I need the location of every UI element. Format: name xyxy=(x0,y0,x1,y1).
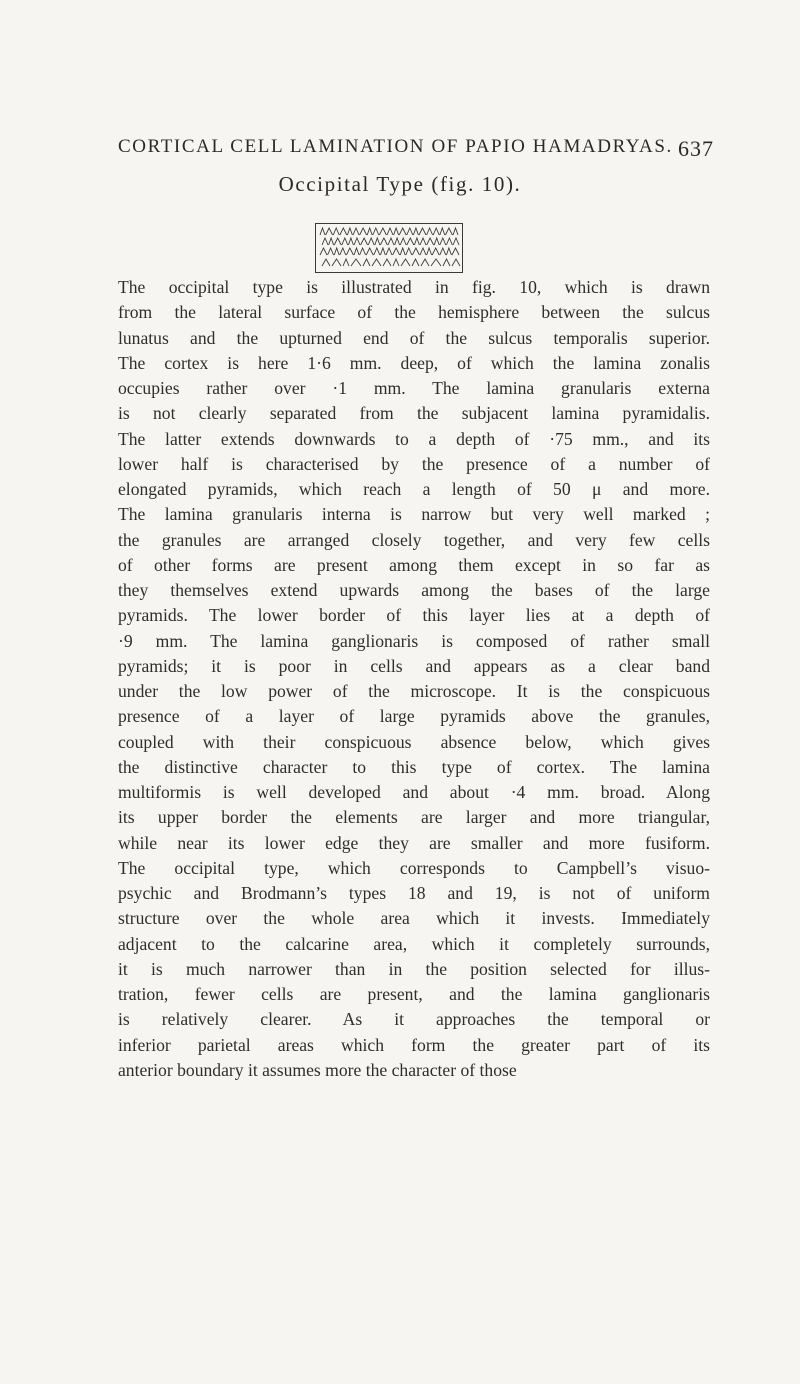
cell-glyph xyxy=(340,228,347,235)
text-line: psychic and Brodmann’s types 18 and 19, is not of uniform xyxy=(118,883,710,903)
cell-glyph xyxy=(406,248,412,255)
text-line: the distinctive character to this type of cortex. The lamina xyxy=(118,756,710,777)
cell-glyph xyxy=(432,248,439,255)
cell-glyph xyxy=(360,228,367,235)
text-line: multiformis is well developed and about ·4 mm. broad. Along xyxy=(118,782,710,802)
cell-glyph xyxy=(351,259,361,266)
text-line: the granules are arranged closely together, and very few cells xyxy=(118,529,710,550)
cell-glyph xyxy=(414,238,419,245)
cell-glyph xyxy=(440,228,445,235)
cell-glyph xyxy=(401,259,410,266)
text-line: lower half is characterised by the presence of a number of xyxy=(118,453,710,474)
cell-glyph xyxy=(320,228,325,235)
cell-glyph xyxy=(427,238,434,245)
cell-glyph xyxy=(387,228,393,235)
cell-glyph xyxy=(375,238,380,245)
cell-glyph xyxy=(453,238,459,245)
cell-glyph xyxy=(347,228,352,235)
cell-glyph xyxy=(443,259,450,266)
cell-glyph xyxy=(346,248,353,255)
cell-glyph xyxy=(413,228,418,235)
cell-glyph xyxy=(353,228,359,235)
text-line: under the low power of the microscope. It is the conspicuous xyxy=(118,681,710,701)
text-line: is not clearly separated from the subjacent lamina pyramidalis. xyxy=(118,403,710,424)
text-line: presence of a layer of large pyramids above the granules, xyxy=(118,706,710,727)
cell-glyph xyxy=(348,238,353,245)
cell-glyph xyxy=(446,238,452,245)
text-line: it is much narrower than in the position selected for illus- xyxy=(118,958,710,979)
cell-glyph xyxy=(383,259,391,266)
lamination-diagram-drawing xyxy=(316,224,463,273)
text-line: anterior boundary it assumes more the character of those xyxy=(118,1059,517,1080)
cell-glyph xyxy=(446,248,451,255)
section-heading: Occipital Type (fig. 10). xyxy=(278,172,522,196)
cell-glyph xyxy=(420,238,426,245)
cell-glyph xyxy=(440,238,446,245)
cell-glyph xyxy=(412,248,419,255)
cell-glyph xyxy=(427,228,433,235)
cell-glyph xyxy=(379,228,386,235)
text-line: The lamina granularis interna is narrow but very well marked ; xyxy=(118,504,710,525)
cell-glyph xyxy=(354,238,360,245)
text-line: from the lateral surface of the hemisphere between the sulcus xyxy=(118,302,710,323)
cell-glyph xyxy=(452,259,460,266)
cell-glyph xyxy=(400,238,406,245)
text-line: The occipital type, which corresponds to Campbell’s visuo- xyxy=(118,857,710,878)
cell-glyph xyxy=(322,259,330,266)
cell-glyph xyxy=(427,248,432,255)
text-line: pyramids; it is poor in cells and appears as a clear band xyxy=(118,655,710,676)
cell-glyph xyxy=(343,259,349,266)
cell-glyph xyxy=(329,238,334,245)
cell-glyph xyxy=(431,259,441,266)
cell-glyph xyxy=(326,228,333,235)
text-line: occupies rather over ·1 mm. The lamina granularis externa xyxy=(118,378,710,398)
cell-glyph xyxy=(354,248,359,255)
cell-glyph xyxy=(419,228,426,235)
cell-glyph xyxy=(373,228,379,235)
text-line: they themselves extend upwards among the bases of the large xyxy=(118,580,710,600)
lamination-diagram xyxy=(315,223,463,273)
text-line: while near its lower edge they are smaller and more fusiform. xyxy=(118,832,710,853)
cell-glyph xyxy=(445,228,452,235)
cell-glyph xyxy=(420,248,426,255)
cell-glyph xyxy=(380,248,385,255)
body-paragraph xyxy=(118,275,710,1083)
text-line: elongated pyramids, which reach a length of 50 μ and more. xyxy=(118,479,710,499)
cell-glyph xyxy=(393,259,399,266)
text-line: is relatively clearer. As it approaches the temporal or xyxy=(118,1009,710,1030)
text-line: The latter extends downwards to a depth of ·75 mm., and its xyxy=(118,428,710,449)
cell-glyph xyxy=(440,248,446,255)
cell-glyph xyxy=(453,228,458,235)
cell-glyph xyxy=(399,228,406,235)
cell-glyph xyxy=(334,238,341,245)
text-line: tration, fewer cells are present, and the lamina ganglionaris xyxy=(118,984,710,1004)
cell-glyph xyxy=(372,259,381,266)
text-line: pyramids. The lower border of this layer lies at a depth of xyxy=(118,605,710,626)
cell-glyph xyxy=(388,238,394,245)
cell-glyph xyxy=(386,248,392,255)
text-line: its upper border the elements are larger and more triangular, xyxy=(118,807,710,828)
cell-glyph xyxy=(433,228,439,235)
running-head xyxy=(118,136,714,166)
cell-glyph xyxy=(395,238,400,245)
cell-glyph xyxy=(340,248,346,255)
cell-glyph xyxy=(320,248,327,255)
cell-glyph xyxy=(412,259,419,266)
text-line: inferior parietal areas which form the greater part of its xyxy=(118,1034,710,1055)
text-line: ·9 mm. The lamina ganglionaris is composed of rather small xyxy=(118,630,710,651)
cell-glyph xyxy=(421,259,429,266)
cell-glyph xyxy=(374,248,380,255)
running-title: CORTICAL CELL LAMINATION OF PAPIO HAMADRYAS. xyxy=(118,136,673,157)
cell-glyph xyxy=(407,228,413,235)
cell-glyph xyxy=(380,238,387,245)
text-line: coupled with their conspicuous absence below, which gives xyxy=(118,731,710,752)
text-line: structure over the whole area which it invests. Immediately xyxy=(118,908,710,929)
cell-glyph xyxy=(407,238,414,245)
cell-glyph xyxy=(434,238,439,245)
cell-glyph xyxy=(360,248,366,255)
cell-glyph xyxy=(366,248,373,255)
cell-glyph xyxy=(333,228,339,235)
cell-glyph xyxy=(400,248,405,255)
text-line: adjacent to the calcarine area, which it completely surrounds, xyxy=(118,933,710,954)
cell-glyph xyxy=(361,238,368,245)
cell-glyph xyxy=(367,228,372,235)
text-line: The cortex is here 1·6 mm. deep, of which the lamina zonalis xyxy=(118,352,710,373)
cell-glyph xyxy=(363,259,370,266)
cell-glyph xyxy=(328,248,334,255)
cell-glyph xyxy=(452,248,459,255)
cell-glyph xyxy=(368,238,374,245)
cell-glyph xyxy=(332,259,341,266)
cell-glyph xyxy=(393,248,400,255)
text-line: lunatus and the upturned end of the sulcus temporalis superior. xyxy=(118,327,710,348)
cell-glyph xyxy=(394,228,399,235)
text-line: of other forms are present among them except in so far as xyxy=(118,554,710,575)
cell-glyph xyxy=(322,238,328,245)
text-line: The occipital type is illustrated in fig. 10, which is drawn xyxy=(118,277,710,297)
cell-glyph xyxy=(334,248,339,255)
cell-glyph xyxy=(342,238,348,245)
page-number: 637 xyxy=(678,136,714,161)
